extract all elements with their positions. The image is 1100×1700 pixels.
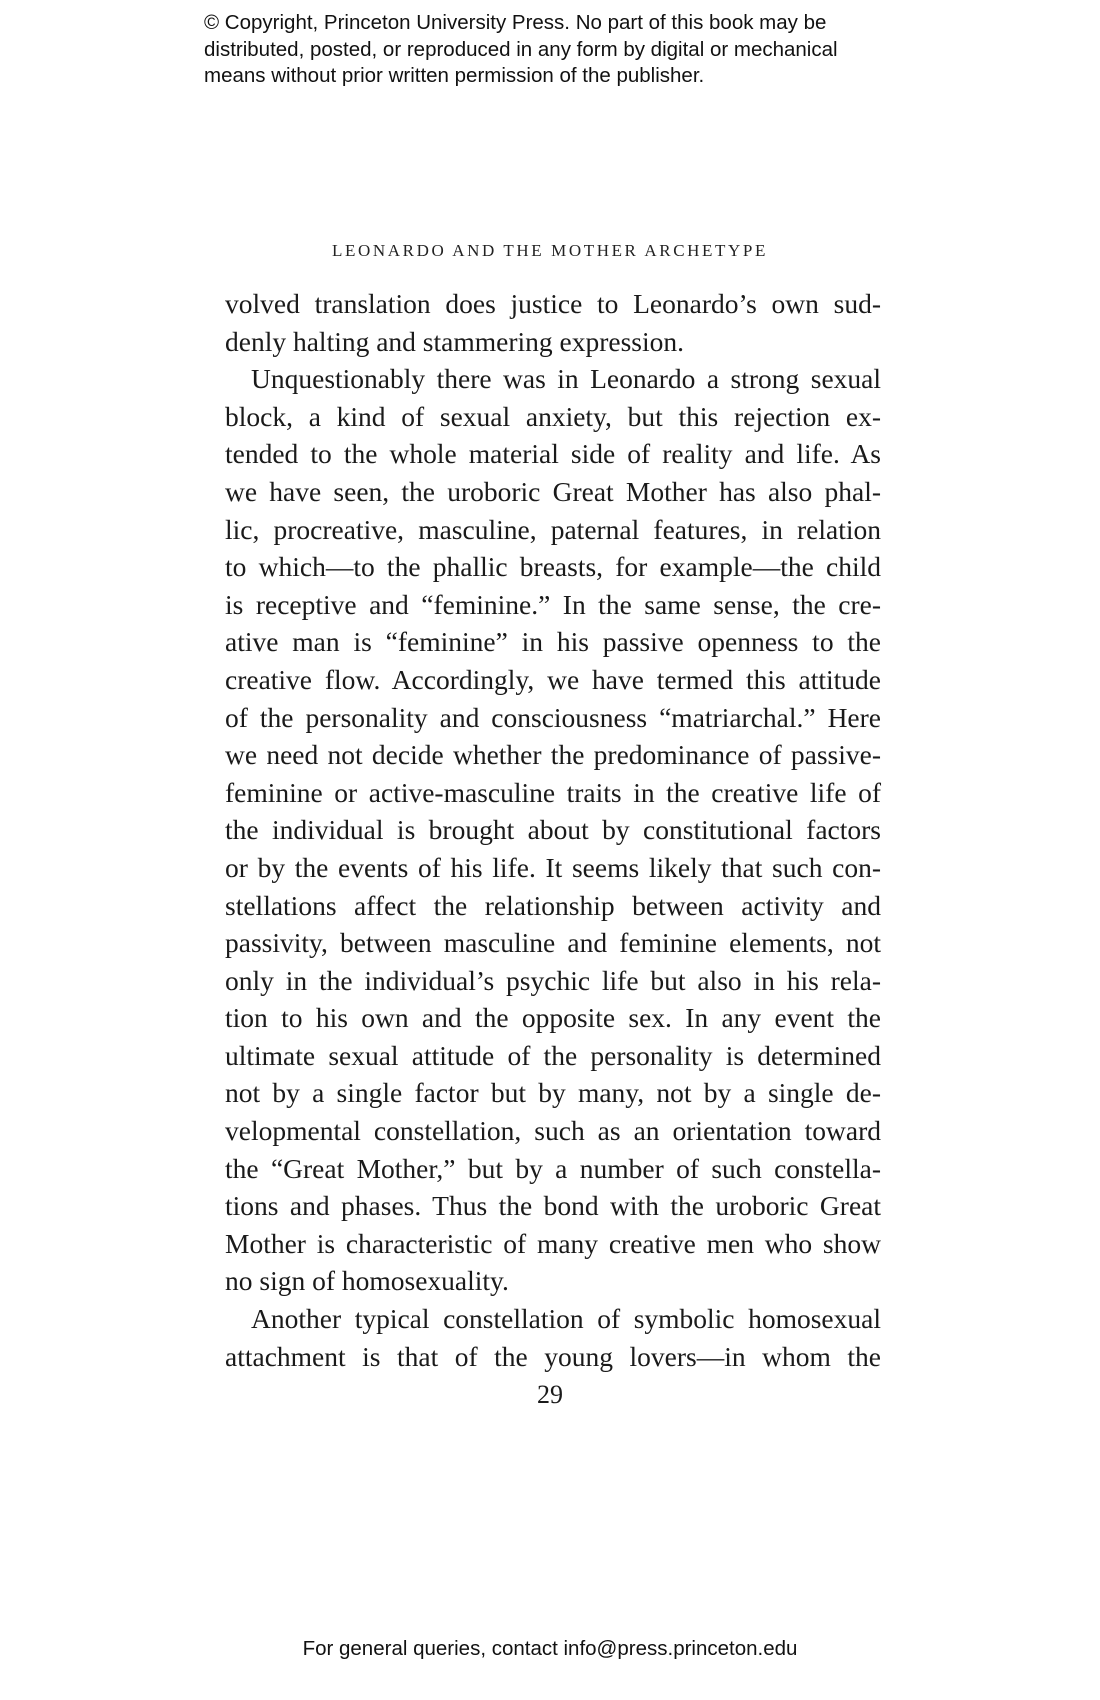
text-line: tion to his own and the opposite sex. In any event the: [225, 1002, 881, 1034]
text-line: ative man is “feminine” in his passive openness to the: [225, 626, 881, 658]
text-line: to which—to the phallic breasts, for example—the child: [225, 551, 881, 583]
text-line: stellations affect the relationship between activity and: [225, 889, 881, 921]
text-line: we have seen, the uroboric Great Mother has also phal-: [225, 475, 881, 507]
text-line: velopmental constellation, such as an orientation toward: [225, 1115, 881, 1147]
text-line: attachment is that of the young lovers—in whom the: [225, 1340, 881, 1372]
text-line: block, a kind of sexual anxiety, but this rejection ex-: [225, 400, 881, 432]
copyright-line: means without prior written permission of the publisher.: [204, 64, 705, 87]
text-line: creative flow. Accordingly, we have termed this attitude: [225, 663, 881, 695]
text-line: no sign of homosexuality.: [225, 1265, 509, 1297]
text-line: feminine or active-masculine traits in the creative life of: [225, 776, 881, 808]
text-line: Another typical constellation of symbolic homosexual: [251, 1303, 881, 1335]
text-line: not by a single factor but by many, not by a single de-: [225, 1077, 881, 1109]
text-line: tions and phases. Thus the bond with the uroboric Great: [225, 1190, 881, 1222]
text-line: we need not decide whether the predominance of passive-: [225, 739, 881, 771]
copyright-notice: [204, 10, 924, 90]
text-line: only in the individual’s psychic life but also in his rela-: [225, 964, 881, 996]
text-line: is receptive and “feminine.” In the same sense, the cre-: [225, 588, 881, 620]
text-line: passivity, between masculine and feminine elements, not: [225, 927, 881, 959]
text-line: the “Great Mother,” but by a number of such constella-: [225, 1152, 881, 1184]
text-line: ultimate sexual attitude of the personality is determined: [225, 1039, 881, 1071]
text-line: of the personality and consciousness “matriarchal.” Here: [225, 701, 881, 733]
copyright-line: © Copyright, Princeton University Press. No part of this book may be: [204, 11, 827, 34]
text-line: or by the events of his life. It seems likely that such con-: [225, 851, 881, 883]
body-text: [225, 285, 881, 1375]
page-number: 29: [537, 1380, 563, 1409]
footer-contact: For general queries, contact info@press.princeton.edu: [302, 1637, 798, 1660]
text-line: volved translation does justice to Leonardo’s own sud-: [225, 288, 881, 319]
text-line: Unquestionably there was in Leonardo a strong sexual: [251, 363, 881, 395]
text-line: Mother is characteristic of many creative men who show: [225, 1227, 881, 1259]
text-line: tended to the whole material side of reality and life. As: [225, 438, 881, 470]
copyright-line: distributed, posted, or reproduced in any form by digital or mechanical: [204, 37, 838, 61]
running-head: LEONARDO AND THE MOTHER ARCHETYPE: [332, 241, 768, 260]
text-line: denly halting and stammering expression.: [225, 325, 685, 357]
text-line: lic, procreative, masculine, paternal features, in relation: [225, 513, 881, 545]
text-line: the individual is brought about by constitutional factors: [225, 814, 881, 846]
